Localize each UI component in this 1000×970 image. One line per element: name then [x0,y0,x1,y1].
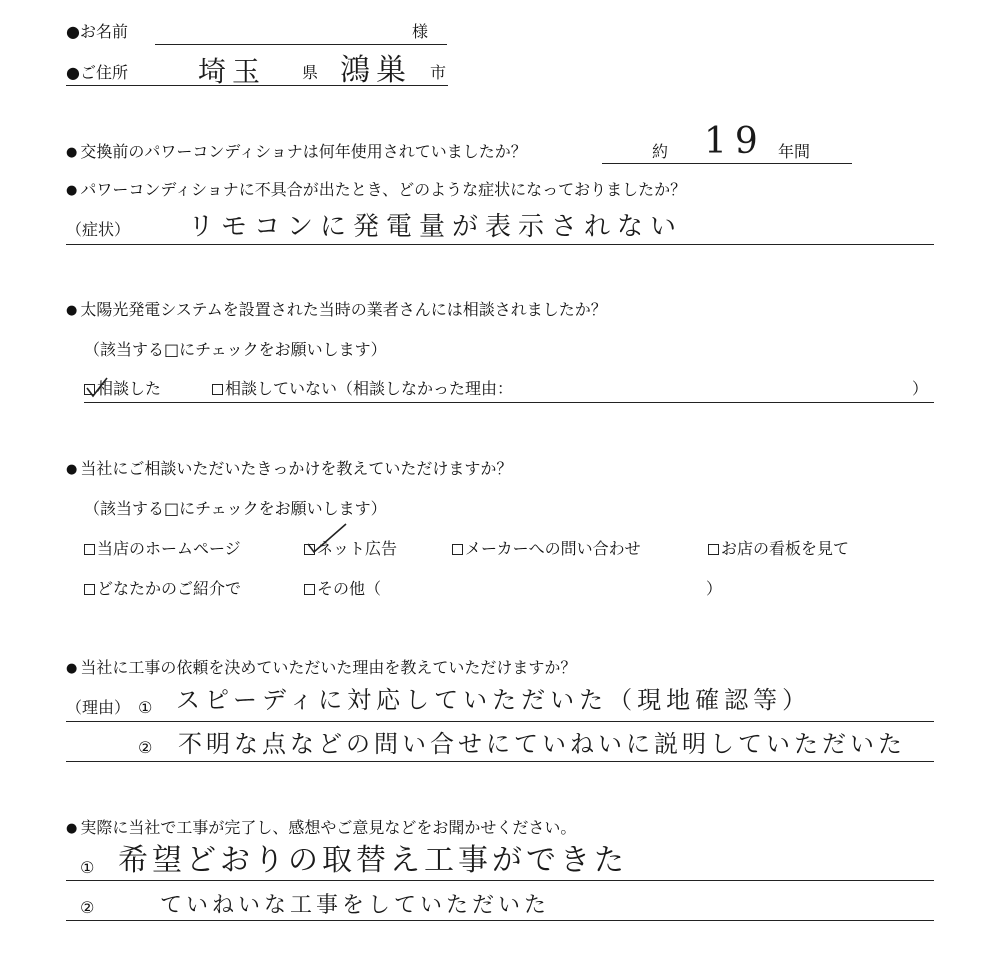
years-handwritten: 19 [704,121,766,162]
option-other [304,581,381,597]
reason-2-underline [66,761,934,762]
check-mark-icon [304,520,350,554]
signboard-checkbox[interactable] [708,544,719,555]
reason-2-handwritten: 不明な点などの問い合せにていねいに説明していただいた [178,730,906,758]
option-signboard [708,541,849,557]
city-handwritten: 鴻巣 [340,53,412,88]
q4-instruction: （該当する□にチェックをお願いします） [84,499,387,518]
option-homepage [84,541,241,557]
address-label: ●ご住所 [66,63,128,82]
other-label: その他（ [317,579,382,598]
prefecture-handwritten: 埼玉 [198,55,267,88]
consulted-label: 相談した [97,379,162,398]
reason-1-handwritten: スピーディに対応していただいた（現地確認等） [176,686,812,714]
reason-number-2: ② [138,738,153,757]
q3-instruction: （該当する□にチェックをお願いします） [84,340,387,359]
question-symptom: ● パワーコンディショナに不具合が出たとき、どのような症状になっておりましたか？ [66,182,686,198]
check-mark-icon [84,374,110,400]
comment-number-1: ① [80,858,95,877]
question-trigger: ● 当社にご相談いただいたきっかけを教えていただけますか？ [66,461,512,477]
q3-close-paren: ） [912,379,929,398]
name-label: ●お名前 [66,22,128,41]
question-feedback: ● 実際に当社で工事が完了し、感想やご意見などをお聞かせください。 [66,820,576,836]
q4-close-paren: ） [706,579,723,598]
symptom-label: （症状） [66,220,131,239]
comment-number-2: ② [80,898,95,917]
comment-2-handwritten: ていねいな工事をしていただいた [160,893,551,918]
prefecture-suffix: 県 [302,63,319,82]
homepage-checkbox[interactable] [84,544,95,555]
name-suffix: 様 [412,22,429,41]
maker-inquiry-label: メーカーへの問い合わせ [465,539,641,558]
reason-label: （理由） [66,698,131,717]
option-referral [84,581,241,597]
maker-inquiry-checkbox[interactable] [452,544,463,555]
referral-checkbox[interactable] [84,584,95,595]
name-underline [155,44,447,45]
homepage-label: 当店のホームページ [97,539,241,558]
signboard-label: お店の看板を見て [721,539,850,558]
other-checkbox[interactable] [304,584,315,595]
years-prefix: 約 [652,142,669,161]
referral-label: どなたかのご紹介で [97,579,242,598]
q3-underline [84,402,934,403]
years-suffix: 年間 [778,142,811,161]
address-underline [66,85,448,86]
reason-1-underline [66,721,934,722]
q3-option-not-consulted [212,381,513,397]
option-maker-inquiry [452,541,641,557]
question-reason: ● 当社に工事の依頼を決めていただいた理由を教えていただけますか？ [66,660,576,676]
not-consulted-label: 相談していない（相談しなかった理由： [225,379,514,398]
years-underline [602,163,852,164]
city-suffix: 市 [430,63,447,82]
question-years: ● 交換前のパワーコンディショナは何年使用されていましたか？ [66,144,527,160]
comment-2-underline [66,920,934,921]
symptom-underline [66,244,934,245]
comment-1-underline [66,880,934,881]
net-ad-label: ネット広告 [317,539,398,558]
symptom-handwritten: リモコンに発電量が表示されない [188,212,684,242]
question-consulted-installer: ● 太陽光発電システムを設置された当時の業者さんには相談されましたか？ [66,302,607,318]
not-consulted-checkbox[interactable] [212,384,223,395]
comment-1-handwritten: 希望どおりの取替え工事ができた [118,843,628,878]
reason-number-1: ① [138,698,153,717]
